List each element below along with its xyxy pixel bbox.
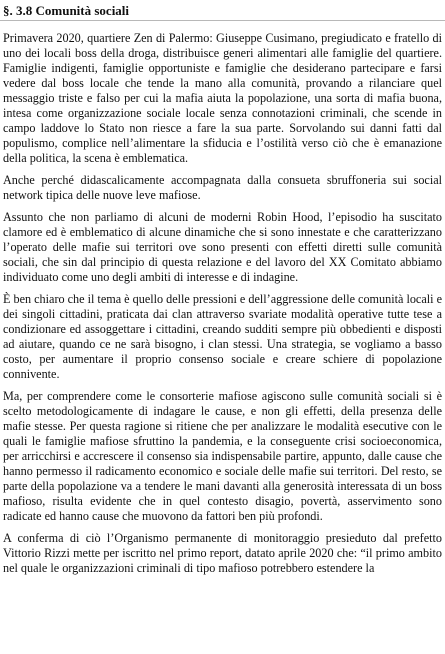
- paragraph: Anche perché didascalicamente accompagnata dalla consueta sbruffoneria sui social network tipica delle nuove leve mafiose.: [3, 173, 442, 202]
- paragraph: È ben chiaro che il tema è quello delle pressioni e dell’aggressione delle comunità locali e dei singoli cittadini, praticata dai clan attraverso svariate modalità operative tutte tese a condizionare ed assoggettare i cittadini, creando sudditi sempre più obbedienti e disposti ad aiutare, quando ce ne sarà bisogno, i clan stessi. Una strategia, se vogliamo a basso costo, per aumentare il proprio consenso sociale e creare schiere di popolazione connivente.: [3, 292, 442, 381]
- paragraph: Assunto che non parliamo di alcuni de moderni Robin Hood, l’episodio ha suscitato clamore ed è emblematico di alcune dinamiche che si sono innestate e che caratterizzano l’operato delle mafie sui territori ove sono presenti con effetti diretti sulle comunità sociali, che sin dal principio di questa relazione e del lavoro del XX Comitato abbiamo individuato come uno degli ambiti di interesse e di indagine.: [3, 210, 442, 284]
- paragraph: Primavera 2020, quartiere Zen di Palermo: Giuseppe Cusimano, pregiudicato e fratello di uno dei locali boss della droga, distribuisce generi alimentari alle famiglie del quartiere. Famiglie indigenti, famiglie opportuniste e famiglie che desiderano partecipare e farsi vedere dal boss locale che tende la mano alla comunità, provando a rilanciare quel messaggio triste e falso per cui la mafia aiuta la popolazione, una sorta di mafia buona, intesa come organizzazione sociale locale senza connotazioni criminali, che scende in campo laddove lo Stato non riesce a fare la sua parte. Sorvolando sui danni fatti dal populismo, complice nell’alimentare la sfiducia e l’ostilità verso ciò che è emanazione della politica, la scena è emblematica.: [3, 31, 442, 165]
- paragraph: Ma, per comprendere come le consorterie mafiose agiscono sulle comunità sociali si è scelto metodologicamente di indagare le cause, e non gli effetti, della presenza delle mafie stesse. Per questa ragione si ritiene che per analizzare le modalità esecutive con le quali le famiglie mafiose sfruttino la pandemia, e la conseguente crisi socioeconomica, per arricchirsi e accrescere il consenso sia indispensabile partire, appunto, dalle cause che hanno permesso il radicamento economico e sociale delle mafie sui territori. Del resto, se parte della popolazione va a tendere le mani davanti alla generosità interessata di un boss mafioso, risulta evidente che in quel contesto disagio, povertà, asservimento sono radicate ed hanno cause che muovono da fattori ben più profondi.: [3, 389, 442, 523]
- document-body: [3, 31, 442, 576]
- section-divider: [0, 20, 445, 21]
- section-title: §. 3.8 Comunità sociali: [3, 3, 130, 18]
- document-page: [0, 3, 445, 654]
- paragraph: A conferma di ciò l’Organismo permanente di monitoraggio presieduto dal prefetto Vittorio Rizzi mette per iscritto nel primo report, datato aprile 2020 che: “il primo ambito nel quale le organizzazioni criminali di tipo mafioso potrebbero estendere la: [3, 531, 442, 575]
